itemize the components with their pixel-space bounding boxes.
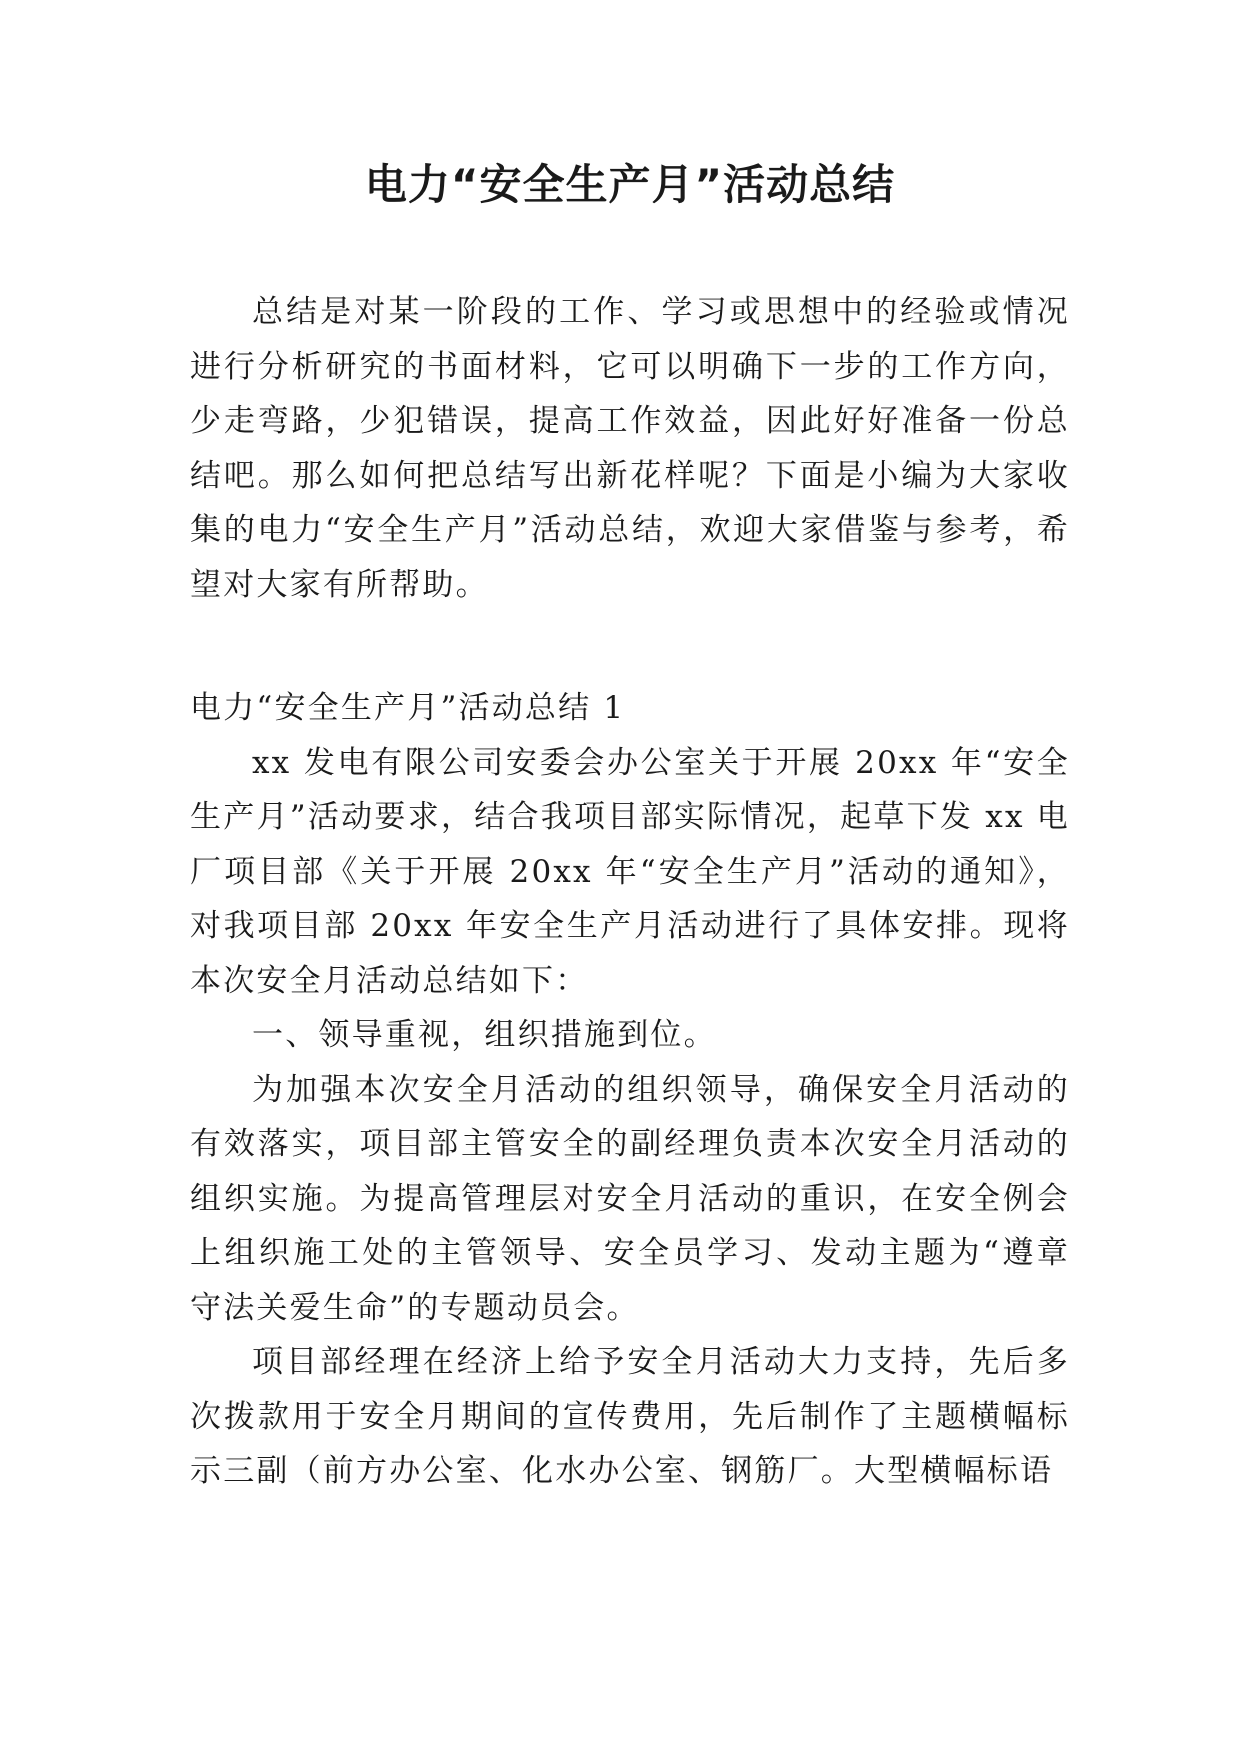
body-paragraph: 为加强本次安全月活动的组织领导，确保安全月活动的有效落实，项目部主管安全的副经理负责本次安全月活动的组织实施。为提高管理层对安全月活动的重识，在安全例会上组织施工处的主管领导、安全员学习、发动主题为“遵章守法关爱生命”的专题动员会。 (190, 1071, 1070, 1326)
subsection-heading: 一、领导重视，组织措施到位。 (252, 1017, 717, 1053)
document-page (190, 0, 1070, 1754)
document-body (190, 285, 1070, 1499)
paragraph-gap (190, 612, 1070, 681)
section-heading: 电力“安全生产月”活动总结 1 (190, 690, 626, 726)
document-title: 电力“安全生产月”活动总结 (364, 160, 896, 209)
body-paragraph: xx 发电有限公司安委会办公室关于开展 20xx 年“安全生产月”活动要求，结合我项目部实际情况，起草下发 xx 电厂项目部《关于开展 20xx 年“安全生产月”活动的通知》，对我项目部 20xx 年安全生产月活动进行了具体安排。现将本次安全月活动总结如下： (190, 744, 1070, 999)
intro-paragraph: 总结是对某一阶段的工作、学习或思想中的经验或情况进行分析研究的书面材料，它可以明确下一步的工作方向，少走弯路，少犯错误，提高工作效益，因此好好准备一份总结吧。那么如何把总结写出新花样呢？下面是小编为大家收集的电力“安全生产月”活动总结，欢迎大家借鉴与参考，希望对大家有所帮助。 (190, 294, 1070, 603)
body-paragraph: 项目部经理在经济上给予安全月活动大力支持，先后多次拨款用于安全月期间的宣传费用，先后制作了主题横幅标示三副（前方办公室、化水办公室、钢筋厂。大型横幅标语 (190, 1344, 1070, 1489)
